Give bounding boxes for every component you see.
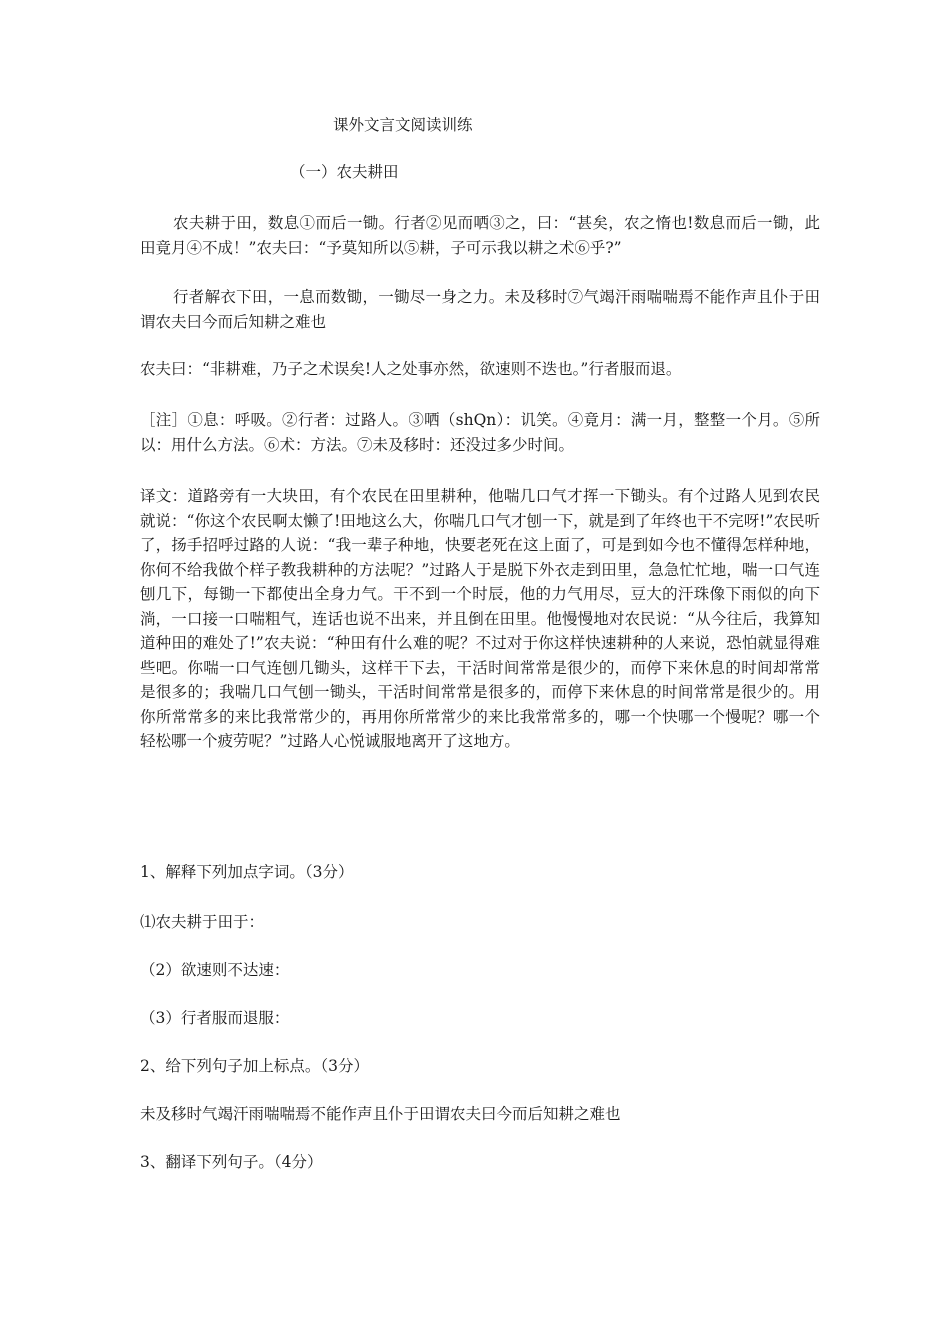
question-1-item-2: （2）欲速则不达速：: [140, 961, 290, 979]
question-3-heading: 3、翻译下列句子。（4分）: [140, 1153, 323, 1171]
document-title: 课外文言文阅读训练: [333, 116, 473, 134]
passage-paragraph-3: 农夫曰：“非耕难，乃子之术误矣!人之处事亦然，欲速则不迭也。”行者服而退。: [140, 360, 682, 378]
question-1-item-1: ⑴农夫耕于田于：: [140, 913, 265, 931]
question-1-heading: 1、解释下列加点字词。（3分）: [140, 863, 354, 881]
annotation-notes: ［注］①息：呼吸。②行者：过路人。③哂（shQn）：讥笑。④竟月：满一月，整整一个月。⑤所以：用什么方法。⑥术：方法。⑦未及移时：还没过多少时间。: [140, 411, 820, 454]
question-2-heading: 2、给下列句子加上标点。（3分）: [140, 1057, 369, 1075]
question-2-text: 未及移时气竭汗雨喘喘焉不能作声且仆于田谓农夫曰今而后知耕之难也: [140, 1105, 621, 1123]
translation-paragraph: 译文：道路旁有一大块田，有个农民在田里耕种，他喘几口气才挥一下锄头。有个过路人见到农民就说：“你这个农民啊太懒了!田地这么大，你喘几口气才刨一下，就是到了年终也干不完呀!”农民听了，扬手招呼过路的人说：“我一辈子种地，快要老死在这上面了，可是到如今也不懂得怎样种地，你何不给我做个样子教我耕种的方法呢？”过路人于是脱下外衣走到田里，急急忙忙地，喘一口气连刨几下，每锄一下都使出全身力气。干不到一个时辰，他的力气用尽，豆大的汗珠像下雨似的向下淌，一口接一口喘粗气，连话也说不出来，并且倒在田里。他慢慢地对农民说：“从今往后，我算知道种田的难处了!”农夫说：“种田有什么难的呢？不过对于你这样快速耕种的人来说，恐怕就显得难些吧。你喘一口气连刨几锄头，这样干下去，干活时间常常是很少的，而停下来休息的时间却常常是很多的；我喘几口气刨一锄头，干活时间常常是很多的，而停下来休息的时间常常是很少的。用你所常常多的来比我常常少的，再用你所常常少的来比我常常多的，哪一个快哪一个慢呢？哪一个轻松哪一个疲劳呢？”过路人心悦诚服地离开了这地方。: [140, 487, 820, 750]
passage-paragraph-1: 农夫耕于田，数息①而后一锄。行者②见而哂③之，曰：“甚矣，农之惰也!数息而后一锄，此田竟月④不成！”农夫曰：“予莫知所以⑤耕，子可示我以耕之术⑥乎?”: [140, 214, 820, 257]
passage-paragraph-2: 行者解衣下田，一息而数锄，一锄尽一身之力。未及移时⑦气竭汗雨喘喘焉不能作声且仆于田谓农夫曰今而后知耕之难也: [140, 288, 820, 331]
section-subtitle: （一）农夫耕田: [290, 163, 399, 181]
question-1-item-3: （3）行者服而退服：: [140, 1009, 290, 1027]
